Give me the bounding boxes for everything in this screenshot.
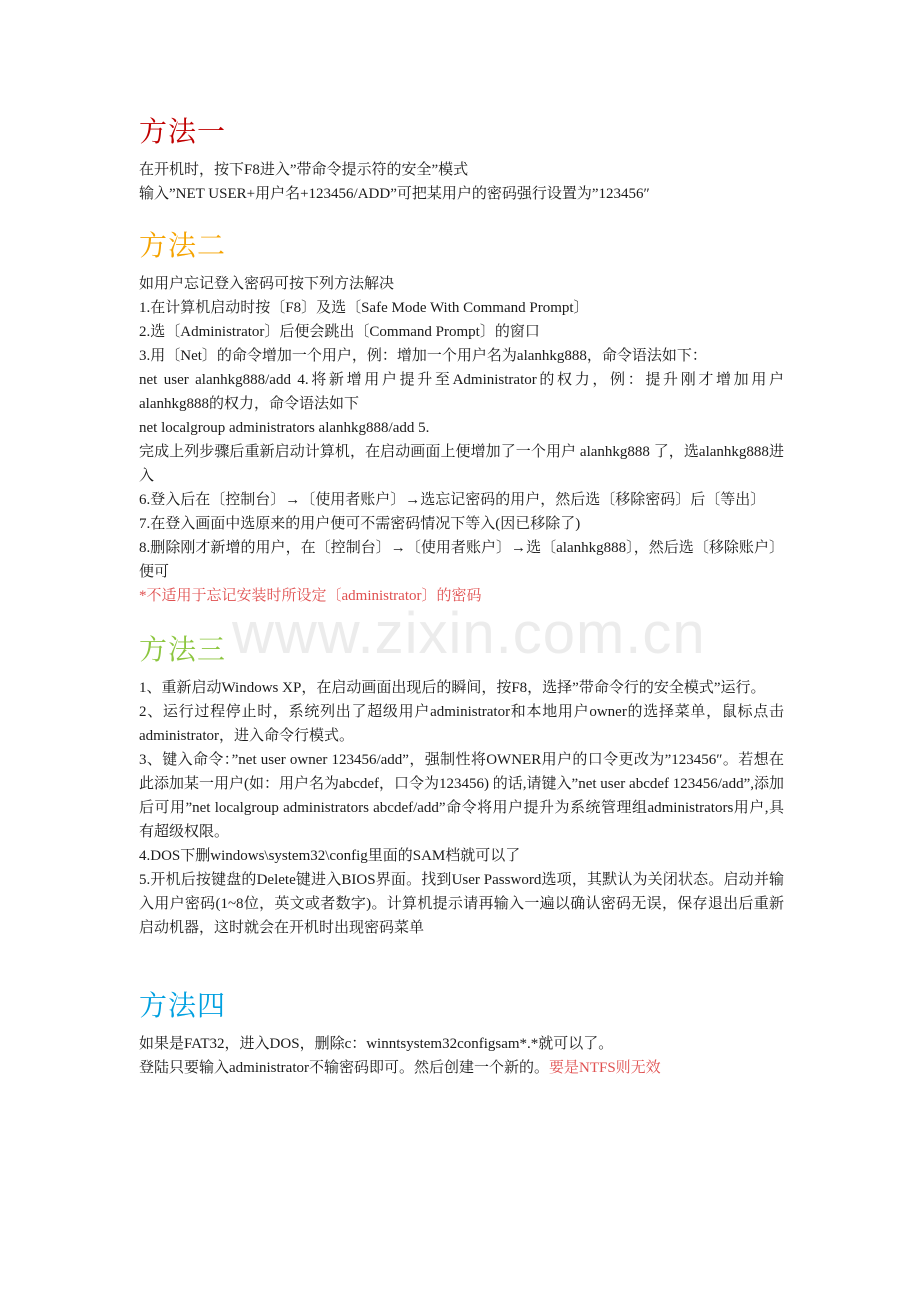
heading-method-3: 方法三 bbox=[139, 633, 227, 666]
heading-method-4: 方法四 bbox=[139, 989, 227, 1022]
step-8: 8.删除刚才新增的用户，在〔控制台〕→〔使用者账户〕→选〔alanhkg888〕，然后选〔移除账户〕便可 bbox=[139, 540, 784, 580]
watermark: www.zixin.com.cn bbox=[232, 601, 706, 666]
step-3-command: net user alanhkg888/add 4.将新增用户提升至Administrator的权力，例：提升刚才增加用户alanhkg888的权力，命令语法如下 bbox=[139, 372, 784, 412]
document-body bbox=[139, 112, 784, 1080]
paragraph: 在开机时，按下F8进入”带命令提示符的安全”模式 bbox=[139, 162, 469, 178]
step-1: 1、重新启动Windows XP，在启动画面出现后的瞬间，按F8，选择”带命令行的安全模式”运行。 bbox=[139, 680, 766, 696]
step-3: 3.用〔Net〕的命令增加一个用户，例：增加一个用户名为alanhkg888，命令语法如下： bbox=[139, 348, 707, 364]
section-method-4 bbox=[139, 986, 784, 1080]
paragraph-text: 登陆只要输入administrator不输密码即可。然后创建一个新的。 bbox=[139, 1060, 549, 1076]
step-7: 7.在登入画面中选原来的用户便可不需密码情况下等入(因已移除了) bbox=[139, 516, 581, 532]
section-method-1 bbox=[139, 112, 784, 206]
step-5: 5.开机后按键盘的Delete键进入BIOS界面。找到User Password选项，其默认为关闭状态。启动并输入用户密码(1~8位，英文或者数字)。计算机提示请再输入一遍以确认密码无误，保存退出后重新启动机器，这时就会在开机时出现密码菜单 bbox=[139, 872, 784, 936]
step-2: 2.选〔Administrator〕后便会跳出〔Command Prompt〕的窗口 bbox=[139, 324, 540, 340]
paragraph bbox=[139, 1056, 784, 1080]
warning-note: *不适用于忘记安装时所设定〔administrator〕的密码 bbox=[139, 588, 482, 604]
paragraph: 如果是FAT32，进入DOS，删除c：winntsystem32configsam*.*就可以了。 bbox=[139, 1036, 614, 1052]
step-1: 1.在计算机启动时按〔F8〕及选〔Safe Mode With Command Prompt〕 bbox=[139, 300, 589, 316]
section-method-2 bbox=[139, 226, 784, 608]
step-2: 2、运行过程停止时，系统列出了超级用户administrator和本地用户owner的选择菜单，鼠标点击administrator，进入命令行模式。 bbox=[139, 704, 784, 744]
step-3: 3、键入命令：”net user owner 123456/add”，强制性将OWNER用户的口令更改为”123456″。若想在此添加某一用户(如：用户名为abcdef，口令为123456) 的话,请键入”net user abcdef 123456/add”,添加后可用”net localgroup administrators abcdef/add”命令将用户提升为系统管理组administrators用户,具有超级权限。 bbox=[139, 752, 784, 840]
step-6: 6.登入后在〔控制台〕→〔使用者账户〕→选忘记密码的用户，然后选〔移除密码〕后〔等出〕 bbox=[139, 492, 766, 508]
section-method-3 bbox=[139, 630, 784, 940]
step-5: 完成上列步骤后重新启动计算机，在启动画面上便增加了一个用户 alanhkg888 了，选alanhkg888进入 bbox=[139, 444, 784, 484]
paragraph: 如用户忘记登入密码可按下列方法解决 bbox=[139, 276, 395, 292]
step-4-command: net localgroup administrators alanhkg888/add 5. bbox=[139, 420, 430, 436]
step-4: 4.DOS下删windows\system32\config里面的SAM档就可以了 bbox=[139, 848, 521, 864]
warning-note: 要是NTFS则无效 bbox=[548, 1060, 661, 1076]
heading-method-1: 方法一 bbox=[139, 115, 227, 148]
heading-method-2: 方法二 bbox=[139, 229, 227, 262]
paragraph: 输入”NET USER+用户名+123456/ADD”可把某用户的密码强行设置为”123456″ bbox=[139, 186, 650, 202]
